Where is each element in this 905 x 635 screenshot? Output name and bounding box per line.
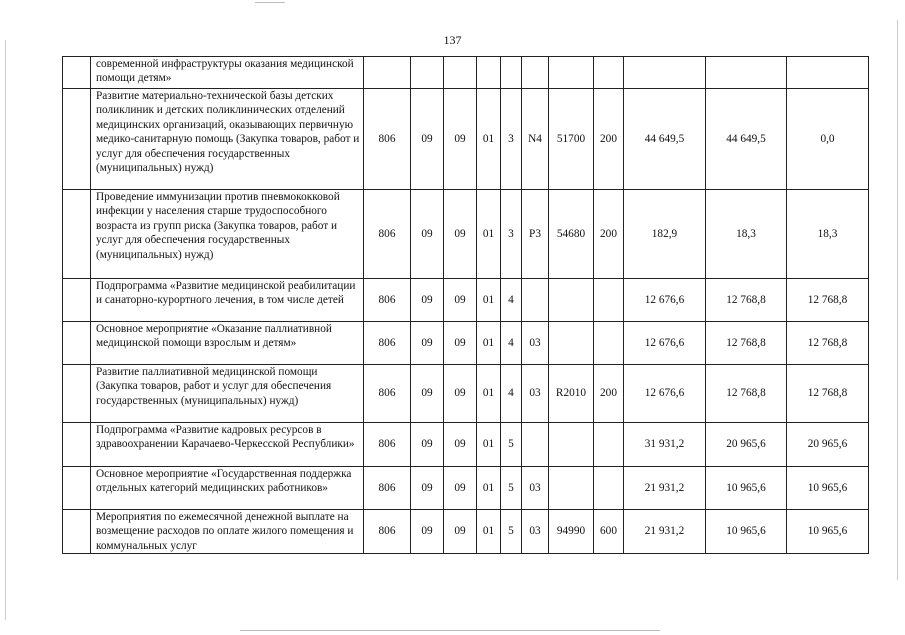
row-name: Проведение иммунизации против пневмококковой инфекции у населения старше трудоспособного возраста из групп риска (Закупка товаров, работ и услуг для обеспечения государственных (муниципальных) нужд) (91, 190, 364, 279)
row-cell-3: 09 (444, 279, 477, 322)
row-cell-11: 12 768,8 (787, 365, 869, 423)
row-cell-6 (522, 423, 549, 467)
row-margin-cell (63, 423, 91, 467)
row-cell-6: 03 (522, 322, 549, 365)
row-cell-6: N4 (522, 89, 549, 190)
row-cell-3: 09 (444, 423, 477, 467)
row-cell-6: P3 (522, 190, 549, 279)
table-body (63, 57, 869, 554)
row-cell-2: 09 (411, 510, 444, 554)
row-name: Основное мероприятие «Государственная поддержка отдельных категорий медицинских работников» (91, 467, 364, 510)
row-cell-7: 51700 (549, 89, 594, 190)
row-cell-8 (594, 423, 624, 467)
table-row (63, 322, 869, 365)
row-cell-3: 09 (444, 365, 477, 423)
row-cell-11: 12 768,8 (787, 279, 869, 322)
row-cell-1: 806 (364, 190, 411, 279)
row-cell-8: 600 (594, 510, 624, 554)
row-cell-11: 20 965,6 (787, 423, 869, 467)
table-row (63, 510, 869, 554)
row-cell-11 (787, 57, 869, 89)
page-number: 137 (443, 33, 462, 47)
row-cell-10: 10 965,6 (706, 510, 787, 554)
row-cell-8: 200 (594, 89, 624, 190)
row-cell-9: 12 676,6 (624, 279, 706, 322)
row-cell-1: 806 (364, 322, 411, 365)
row-cell-4: 01 (477, 279, 501, 322)
row-cell-9: 12 676,6 (624, 365, 706, 423)
row-cell-2 (411, 57, 444, 89)
row-cell-5: 5 (501, 467, 522, 510)
table-row (63, 57, 869, 89)
row-cell-10 (706, 57, 787, 89)
row-cell-10: 20 965,6 (706, 423, 787, 467)
row-name: Развитие материально-технической базы детских поликлиник и детских поликлинических отделений медицинских организаций, оказывающих первичную медико-санитарную помощь (Закупка товаров, работ и услуг для обеспечения государственных (муниципальных) нужд) (91, 89, 364, 190)
row-margin-cell (63, 89, 91, 190)
row-cell-2: 09 (411, 279, 444, 322)
row-cell-1: 806 (364, 365, 411, 423)
row-cell-5: 3 (501, 89, 522, 190)
row-cell-10: 10 965,6 (706, 467, 787, 510)
row-cell-10: 12 768,8 (706, 322, 787, 365)
row-cell-10: 12 768,8 (706, 365, 787, 423)
row-cell-8: 200 (594, 365, 624, 423)
row-cell-2: 09 (411, 89, 444, 190)
row-cell-11: 10 965,6 (787, 510, 869, 554)
row-cell-9: 31 931,2 (624, 423, 706, 467)
row-cell-11: 18,3 (787, 190, 869, 279)
table-row (63, 365, 869, 423)
row-cell-5: 5 (501, 423, 522, 467)
row-cell-11: 0,0 (787, 89, 869, 190)
table-row (63, 190, 869, 279)
row-cell-7: R2010 (549, 365, 594, 423)
scan-edge-bottom (240, 630, 660, 631)
row-cell-4: 01 (477, 467, 501, 510)
row-cell-9: 44 649,5 (624, 89, 706, 190)
row-cell-7 (549, 279, 594, 322)
row-cell-2: 09 (411, 365, 444, 423)
table-row (63, 279, 869, 322)
row-cell-9: 21 931,2 (624, 467, 706, 510)
row-cell-4: 01 (477, 510, 501, 554)
scan-edge-left (5, 40, 6, 620)
row-cell-5: 4 (501, 279, 522, 322)
row-name: Основное мероприятие «Оказание паллиативной медицинской помощи взрослым и детям» (91, 322, 364, 365)
row-cell-7: 54680 (549, 190, 594, 279)
row-margin-cell (63, 279, 91, 322)
scan-edge-top (255, 2, 285, 3)
row-cell-5: 4 (501, 365, 522, 423)
row-cell-5: 5 (501, 510, 522, 554)
row-cell-10: 44 649,5 (706, 89, 787, 190)
row-cell-7 (549, 423, 594, 467)
row-cell-5: 4 (501, 322, 522, 365)
table-row (63, 423, 869, 467)
row-cell-11: 10 965,6 (787, 467, 869, 510)
row-cell-7 (549, 57, 594, 89)
row-cell-6 (522, 57, 549, 89)
row-cell-6 (522, 279, 549, 322)
row-cell-9 (624, 57, 706, 89)
row-margin-cell (63, 510, 91, 554)
row-cell-2: 09 (411, 423, 444, 467)
row-cell-6: 03 (522, 467, 549, 510)
row-cell-6: 03 (522, 510, 549, 554)
row-cell-9: 21 931,2 (624, 510, 706, 554)
row-cell-1: 806 (364, 467, 411, 510)
row-cell-1: 806 (364, 89, 411, 190)
row-margin-cell (63, 467, 91, 510)
row-name: Подпрограмма «Развитие медицинской реабилитации и санаторно-курортного лечения, в том числе детей (91, 279, 364, 322)
row-cell-11: 12 768,8 (787, 322, 869, 365)
row-cell-8 (594, 57, 624, 89)
row-name: Мероприятия по ежемесячной денежной выплате на возмещение расходов по оплате жилого помещения и коммунальных услуг (91, 510, 364, 554)
row-cell-4 (477, 57, 501, 89)
row-cell-5: 3 (501, 190, 522, 279)
row-cell-8 (594, 279, 624, 322)
row-margin-cell (63, 365, 91, 423)
row-cell-2: 09 (411, 467, 444, 510)
row-cell-6: 03 (522, 365, 549, 423)
row-cell-7 (549, 322, 594, 365)
row-margin-cell (63, 57, 91, 89)
row-cell-1: 806 (364, 279, 411, 322)
row-cell-3 (444, 57, 477, 89)
row-cell-3: 09 (444, 89, 477, 190)
row-cell-4: 01 (477, 190, 501, 279)
row-cell-10: 18,3 (706, 190, 787, 279)
row-cell-9: 12 676,6 (624, 322, 706, 365)
row-cell-8 (594, 322, 624, 365)
row-cell-4: 01 (477, 89, 501, 190)
row-cell-3: 09 (444, 190, 477, 279)
budget-table (62, 56, 869, 554)
row-cell-2: 09 (411, 190, 444, 279)
row-cell-1: 806 (364, 423, 411, 467)
row-cell-4: 01 (477, 322, 501, 365)
table-row (63, 89, 869, 190)
row-cell-1 (364, 57, 411, 89)
row-cell-7 (549, 467, 594, 510)
row-cell-5 (501, 57, 522, 89)
row-margin-cell (63, 322, 91, 365)
row-cell-9: 182,9 (624, 190, 706, 279)
row-name: современной инфраструктуры оказания медицинской помощи детям» (91, 57, 364, 89)
row-name: Развитие паллиативной медицинской помощи (Закупка товаров, работ и услуг для обеспечения государственных (муниципальных) нужд) (91, 365, 364, 423)
row-cell-3: 09 (444, 322, 477, 365)
row-cell-4: 01 (477, 365, 501, 423)
row-cell-2: 09 (411, 322, 444, 365)
table-row (63, 467, 869, 510)
row-cell-8 (594, 467, 624, 510)
row-cell-10: 12 768,8 (706, 279, 787, 322)
row-cell-7: 94990 (549, 510, 594, 554)
row-cell-4: 01 (477, 423, 501, 467)
scan-edge-right (897, 20, 898, 580)
row-margin-cell (63, 190, 91, 279)
row-cell-3: 09 (444, 467, 477, 510)
row-cell-3: 09 (444, 510, 477, 554)
row-name: Подпрограмма «Развитие кадровых ресурсов в здравоохранении Карачаево-Черкесской Республики» (91, 423, 364, 467)
row-cell-1: 806 (364, 510, 411, 554)
row-cell-8: 200 (594, 190, 624, 279)
